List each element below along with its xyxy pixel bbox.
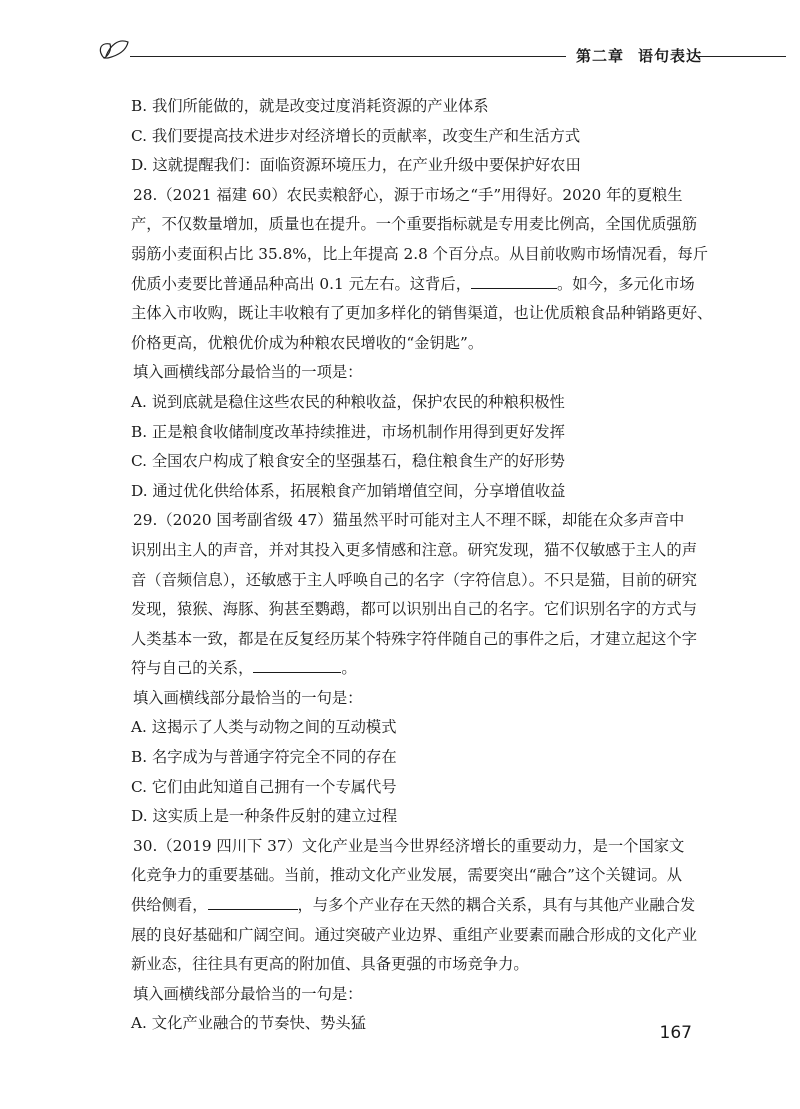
fill-in-blank <box>208 894 298 910</box>
page-header <box>96 34 786 74</box>
page-body <box>131 92 713 1039</box>
question-29-option-d: D. 这实质上是一种条件反射的建立过程 <box>131 807 398 826</box>
question-30-line-4: 展的良好基础和广阔空间。通过突破产业边界、重组产业要素而融合形成的文化产业 <box>131 925 697 944</box>
question-30-option-a: A. 文化产业融合的节奏快、势头猛 <box>131 1014 366 1033</box>
option-c: C. 我们要提高技术进步对经济增长的贡献率，改变生产和生活方式 <box>131 126 581 145</box>
chapter-title <box>576 45 702 66</box>
text-after-blank: ，与多个产业存在天然的耦合关系，具有与其他产业融合发 <box>297 896 696 915</box>
question-30-prompt: 填入画横线部分最恰当的一句是： <box>133 984 363 1003</box>
question-28-option-a: A. 说到底就是稳住这些农民的种粮收益，保护农民的种粮积极性 <box>131 392 565 411</box>
question-28-line-5: 主体入市收购，既让丰收粮有了更加多样化的销售渠道，也让优质粮食品种销路更好、 <box>131 304 713 323</box>
question-29-prompt: 填入画横线部分最恰当的一句是： <box>133 688 363 707</box>
section-label: 语句表达 <box>638 47 703 65</box>
question-29-line-2: 识别出主人的声音，并对其投入更多情感和注意。研究发现，猫不仅敏感于主人的声 <box>131 540 697 559</box>
header-rule-right <box>696 56 786 57</box>
question-28-prompt: 填入画横线部分最恰当的一项是： <box>133 363 363 382</box>
sprout-leaf-icon <box>96 34 132 64</box>
fill-in-blank <box>253 657 341 673</box>
question-29-line-5: 人类基本一致，都是在反复经历某个特殊字符伴随自己的事件之后，才建立起这个字 <box>131 629 697 648</box>
question-29-line-1: 29.（2020 国考副省级 47）猫虽然平时可能对主人不理不睬，却能在众多声音中 <box>133 511 685 530</box>
question-28-option-d: D. 通过优化供给体系，拓展粮食产加销增值空间，分享增值收益 <box>131 481 566 500</box>
question-30-line-3 <box>131 891 696 921</box>
question-30-line-2: 化竞争力的重要基础。当前，推动文化产业发展，需要突出“融合”这个关键词。从 <box>131 866 683 885</box>
fill-in-blank <box>471 273 557 289</box>
text-after-blank: 。如今，多元化市场 <box>557 274 695 293</box>
question-30-line-1: 30.（2019 四川下 37）文化产业是当今世界经济增长的重要动力，是一个国家文 <box>133 836 685 855</box>
question-29-option-b: B. 名字成为与普通字符完全不同的存在 <box>131 748 397 767</box>
question-30-line-5: 新业态，往往具有更高的附加值、具备更强的市场竞争力。 <box>131 955 529 974</box>
text-before-blank: 优质小麦要比普通品种高出 0.1 元左右。这背后， <box>131 274 471 293</box>
question-29-option-a: A. 这揭示了人类与动物之间的互动模式 <box>131 718 397 737</box>
question-28-line-2: 产，不仅数量增加，质量也在提升。一个重要指标就是专用麦比例高，全国优质强筋 <box>131 215 697 234</box>
question-28-line-6: 价格更高，优粮优价成为种粮农民增收的“金钥匙”。 <box>131 333 484 352</box>
text-before-blank: 供给侧看， <box>131 896 208 915</box>
question-28-line-1: 28.（2021 福建 60）农民卖粮舒心，源于市场之“手”用得好。2020 年的夏粮生 <box>133 185 683 204</box>
question-28-option-b: B. 正是粮食收储制度改革持续推进，市场机制作用得到更好发挥 <box>131 422 565 441</box>
question-29-line-4: 发现，猿猴、海豚、狗甚至鹦鹉，都可以识别出自己的名字。它们识别名字的方式与 <box>131 600 697 619</box>
question-29-line-3: 音（音频信息），还敏感于主人呼唤自己的名字（字符信息）。不只是猫，目前的研究 <box>131 570 697 589</box>
question-28-line-4 <box>131 270 695 300</box>
text-after-blank: 。 <box>341 659 357 678</box>
option-d: D. 这就提醒我们：面临资源环境压力，在产业升级中要保护好农田 <box>131 156 581 175</box>
question-29-line-6 <box>131 654 691 684</box>
option-b: B. 我们所能做的，就是改变过度消耗资源的产业体系 <box>131 97 489 115</box>
question-28-option-c: C. 全国农户构成了粮食安全的坚强基石，稳住粮食生产的好形势 <box>131 452 565 471</box>
question-28-line-3: 弱筋小麦面积占比 35.8%，比上年提高 2.8 个百分点。从目前收购市场情况看，每斤 <box>131 244 709 263</box>
question-29-option-c: C. 它们由此知道自己拥有一个专属代号 <box>131 777 397 796</box>
chapter-label: 第二章 <box>576 47 625 65</box>
header-rule-left <box>130 56 566 57</box>
text-before-blank: 符与自己的关系， <box>131 659 254 678</box>
page-number: 167 <box>659 1023 692 1043</box>
